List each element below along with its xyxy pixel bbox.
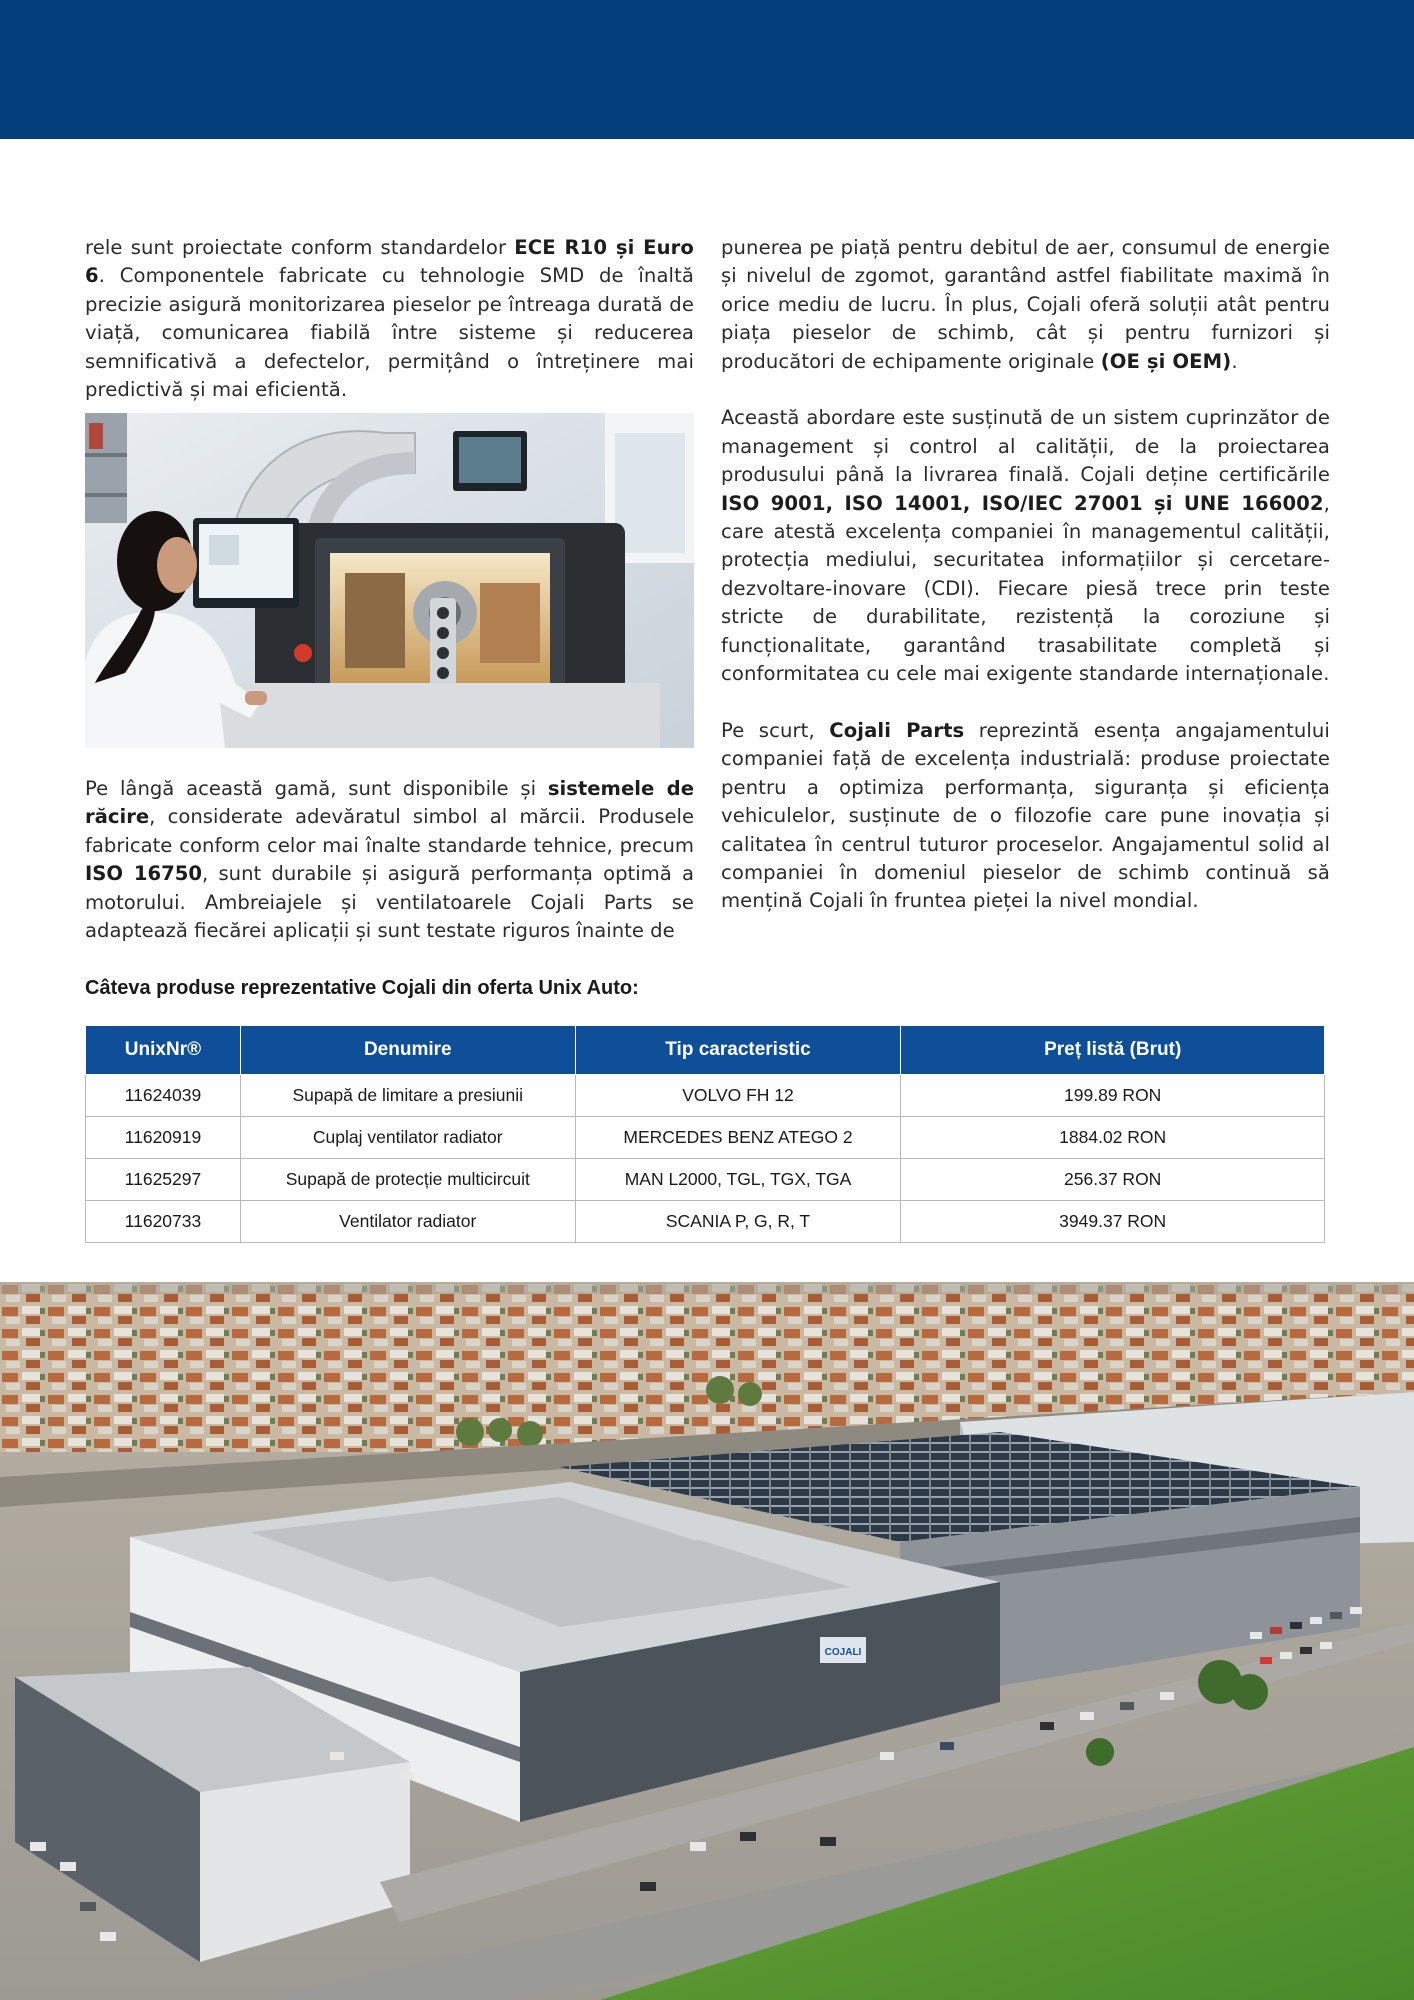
cell-unixnr: 11620733 [86,1201,241,1243]
cell-pret: 199.89 RON [901,1075,1325,1117]
right-column [721,234,1330,916]
cell-denumire: Supapă de limitare a presiunii [240,1075,575,1117]
oem-paragraph [721,234,1330,376]
cell-pret: 1884.02 RON [901,1117,1325,1159]
cell-pret: 3949.37 RON [901,1201,1325,1243]
table-header-row [86,1026,1325,1075]
bold-span: ISO 9001, ISO 14001, ISO/IEC 27001 și UNE 166002 [721,491,1324,515]
cell-tip: VOLVO FH 12 [575,1075,901,1117]
bold-span: Cojali Parts [829,718,965,742]
text-span: . [1231,349,1238,373]
quality-paragraph [721,404,1330,688]
cell-tip: MAN L2000, TGL, TGX, TGA [575,1159,901,1201]
text-span: reprezintă esența angajamentului companiei față de excelența industrială: produse proiectate pentru a optimiza performanța, siguranța și eficiența vehiculelor, susținute de o filozofie care pune inovația și calitatea în centrul tuturor proceselor. Angajamentul solid al companiei în domeniul pieselor de schimb continuă să mențină Cojali în fruntea pieței la nivel mondial. [721,718,1330,913]
cell-tip: MERCEDES BENZ ATEGO 2 [575,1117,901,1159]
header-pret: Preț listă (Brut) [901,1026,1325,1075]
cell-denumire: Cuplaj ventilator radiator [240,1117,575,1159]
header-denumire: Denumire [240,1026,575,1075]
text-span: , considerate adevăratul simbol al mărcii. Produsele fabricate conform celor mai înalte standarde tehnice, precum [85,805,694,857]
bold-span: ECE R10 și Euro 6 [85,236,694,288]
table-row [86,1075,1325,1117]
lab-technician-photo [85,413,694,748]
cell-unixnr: 11624039 [86,1075,241,1117]
products-table [85,1026,1325,1243]
cell-pret: 256.37 RON [901,1159,1325,1201]
cell-unixnr: 11620919 [86,1117,241,1159]
factory-aerial-photo [0,1282,1414,2000]
text-span: rele sunt proiectate conform standardelor [85,236,515,259]
text-span: Pe scurt, [721,718,830,742]
text-span: , sunt durabile și asigură performanța optimă a motorului. Ambreiajele și ventilatoarele Cojali Parts se adaptează fiecărei aplicații și sunt testate riguros înainte de [85,862,694,943]
cell-unixnr: 11625297 [86,1159,241,1201]
table-row [86,1117,1325,1159]
header-tip: Tip caracteristic [575,1026,901,1075]
header-unixnr: UnixNr® [86,1026,241,1075]
text-span: Pe lângă această gamă, sunt disponibile și [85,777,548,800]
text-span: Această abordare este susținută de un sistem cuprinzător de management și control al calității, de la proiectarea produsului până la livrarea finală. Cojali deține certificările [721,406,1330,487]
bold-span: (OE și OEM) [1100,349,1232,373]
bold-span: sistemele de răcire [85,777,694,829]
cell-denumire: Ventilator radiator [240,1201,575,1243]
table-row [86,1159,1325,1201]
summary-paragraph [721,717,1330,916]
intro-paragraph [85,234,694,404]
cell-denumire: Supapă de protecție multicircuit [240,1159,575,1201]
left-column-intro [85,234,694,404]
left-column-cooling [85,775,694,945]
text-span: . Componentele fabricate cu tehnologie SMD de înaltă precizie asigură monitorizarea pieselor pe întreaga durată de viață, comunicarea fiabilă între sisteme și reducerea semnificativă a defectelor, permițând o întreținere mai predictivă și mai eficientă. [85,264,694,402]
bold-span: ISO 16750 [85,862,203,886]
table-row [86,1201,1325,1243]
factory-sign: COJALI [824,1647,862,1658]
cooling-paragraph [85,775,694,945]
cell-tip: SCANIA P, G, R, T [575,1201,901,1243]
text-span: punerea pe piață pentru debitul de aer, consumul de energie și nivelul de zgomot, garantând astfel fiabilitate maximă în orice mediu de lucru. În plus, Cojali oferă soluții atât pentru piața pieselor de schimb, cât și pentru furnizori și producători de echipamente originale [721,236,1330,373]
table-caption: Câteva produse reprezentative Cojali din oferta Unix Auto: [85,977,639,999]
text-span: , care atestă excelența companiei în managementul calității, protecția mediului, securitatea informațiilor și cercetare-dezvoltare-inovare (CDI). Fiecare piesă trece prin teste stricte de durabilitate, rezistență la coroziune și funcționalitate, garantând trasabilitate completă și conformitatea cu cele mai exigente standarde internaționale. [721,491,1330,686]
header-band [0,0,1414,139]
